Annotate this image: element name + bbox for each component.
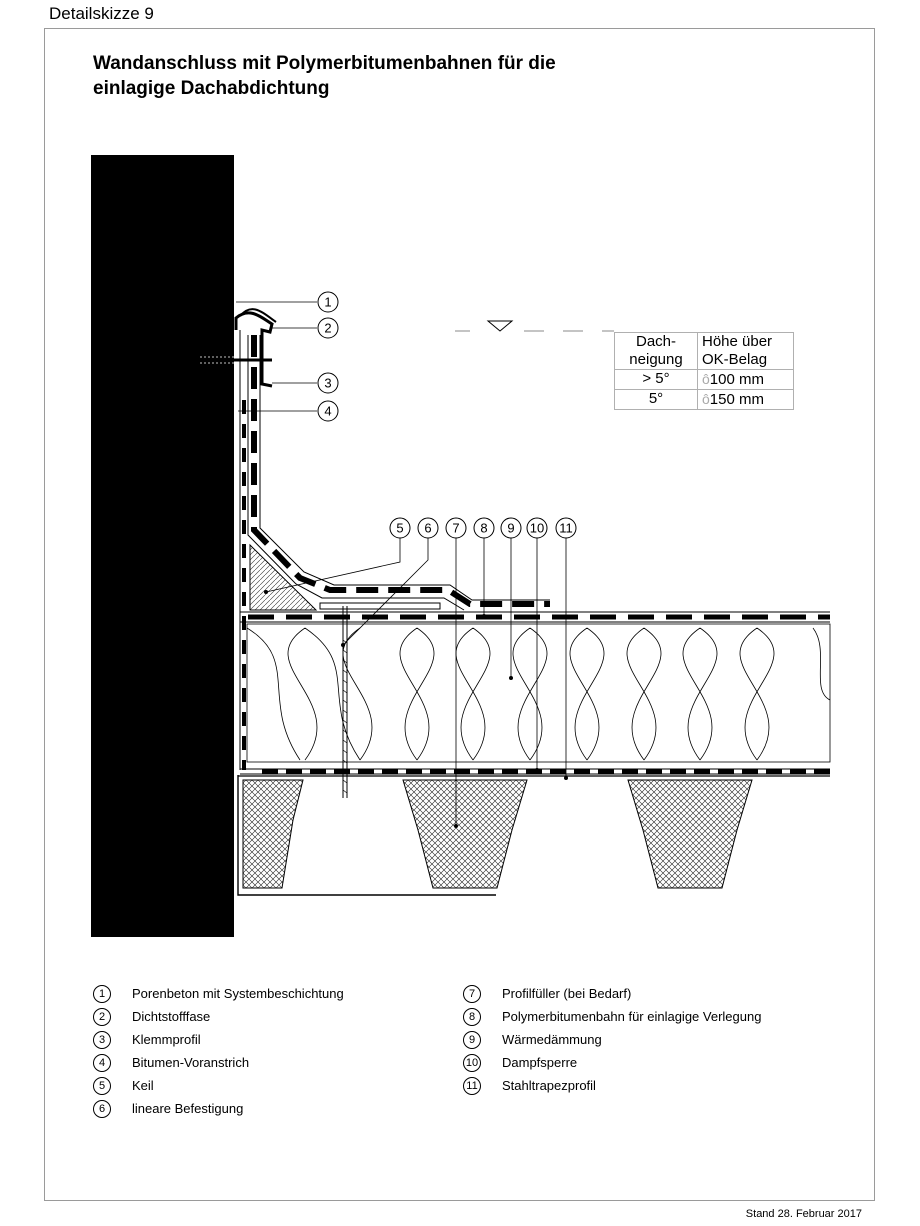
- callout-label-2: 2: [324, 320, 332, 336]
- legend-num-8: 8: [463, 1008, 481, 1026]
- table-row2-neigung: 5°: [648, 390, 664, 407]
- table-row2-symbol: ô: [702, 391, 710, 407]
- legend-text-1: Porenbeton mit Systembeschichtung: [132, 986, 344, 1001]
- legend-text-11: Stahltrapezprofil: [502, 1078, 596, 1093]
- callout-label-4: 4: [324, 403, 332, 419]
- title-line-2: einlagige Dachabdichtung: [93, 78, 330, 99]
- footer-date: Stand 28. Februar 2017: [745, 1208, 862, 1220]
- vapour-barrier: [240, 769, 830, 774]
- legend-num-6: 6: [93, 1100, 111, 1118]
- callout-label-8: 8: [480, 520, 488, 536]
- legend-text-9: Wärmedämmung: [502, 1032, 602, 1047]
- legend-text-10: Dampfsperre: [502, 1055, 578, 1070]
- callout-label-1: 1: [324, 294, 332, 310]
- legend-num-11: 11: [463, 1077, 481, 1095]
- legend-text-4: Bitumen-Voranstrich: [132, 1055, 250, 1070]
- table-row1-neigung: > 5°: [642, 370, 670, 387]
- table-head-neigung-1: Dach-: [635, 333, 676, 350]
- table-head-neigung-2: neigung: [629, 351, 683, 368]
- profile-filler-1: [243, 780, 303, 888]
- legend-num-5: 5: [93, 1077, 111, 1095]
- callout-label-5: 5: [396, 520, 404, 536]
- callout-label-3: 3: [324, 375, 332, 391]
- legend-text-3: Klemmprofil: [132, 1032, 201, 1047]
- legend-num-2: 2: [93, 1008, 111, 1026]
- table-row2-hoehe: 150 mm: [709, 391, 764, 408]
- legend-num-7: 7: [463, 985, 481, 1003]
- callout-label-11: 11: [559, 520, 573, 536]
- callout-label-7: 7: [452, 520, 460, 536]
- water-level-marker: [455, 321, 614, 331]
- legend-text-6: lineare Befestigung: [132, 1101, 244, 1116]
- legend-num-4: 4: [93, 1054, 111, 1072]
- legend-text-7: Profilfüller (bei Bedarf): [502, 986, 632, 1001]
- thermal-insulation: [247, 624, 830, 762]
- callout-label-9: 9: [507, 520, 515, 536]
- legend-num-9: 9: [463, 1031, 481, 1049]
- callout-label-6: 6: [424, 520, 432, 536]
- wall-porenbeton: [91, 155, 234, 937]
- title-line-1: Wandanschluss mit Polymerbitumenbahnen für die: [93, 53, 556, 74]
- callout-markers: [318, 292, 576, 538]
- table-head-hoehe-1: Höhe über: [702, 333, 773, 350]
- profile-filler-2: [403, 780, 527, 888]
- table-row1-symbol: ô: [702, 371, 710, 387]
- legend-num-1: 1: [93, 985, 111, 1003]
- table-head-hoehe-2: OK-Belag: [702, 351, 768, 368]
- profile-filler-3: [628, 780, 752, 888]
- legend-num-3: 3: [93, 1031, 111, 1049]
- callout-label-10: 10: [529, 520, 545, 536]
- legend-text-2: Dichtstofffase: [132, 1009, 211, 1024]
- steel-trapezoid-profile: [238, 775, 830, 895]
- legend-text-5: Keil: [132, 1078, 154, 1093]
- height-table: [614, 332, 794, 410]
- sheet-label: Detailskizze 9: [49, 4, 154, 23]
- table-row1-hoehe: 100 mm: [709, 371, 764, 388]
- legend-num-10: 10: [463, 1054, 481, 1072]
- legend-text-8: Polymerbitumenbahn für einlagige Verlegung: [502, 1009, 762, 1024]
